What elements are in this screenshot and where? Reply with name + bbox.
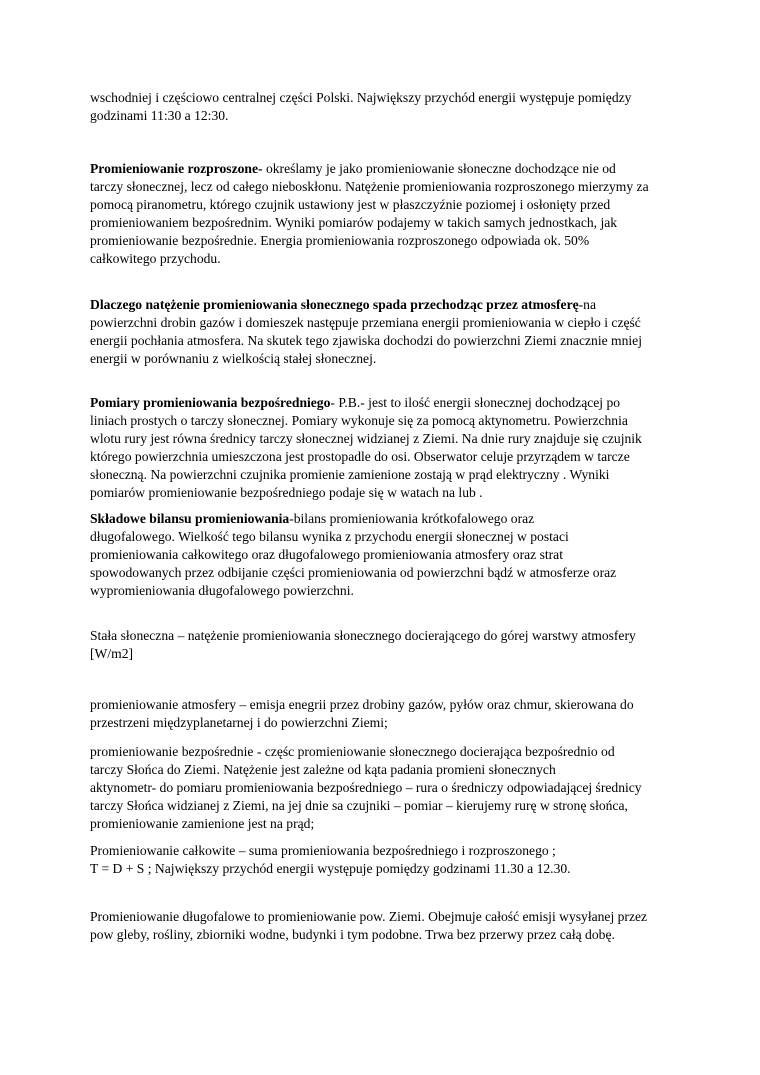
- text-line: promieniowanie bezpośrednie - częśc promieniowanie słonecznego docierająca bezpośrednio od: [90, 744, 615, 759]
- text-line: pomocą piranometru, którego czujnik ustawiony jest w płaszczyźnie poziomej i osłonięty przed: [90, 197, 611, 212]
- text-line: tarczy Słońca widzianej z Ziemi, na jej dnie sa czujniki – pomiar – kierujemy rurę w stronę słońca,: [90, 798, 628, 813]
- text-line: promieniowaniem bezpośrednim. Wyniki pomiarów podajemy w takich samych jednostkach, jak: [90, 215, 618, 230]
- text-line: Stała słoneczna – natężenie promieniowania słonecznego docierającego do górej warstwy atmosfery: [90, 628, 636, 643]
- text-line: wlotu rury jest równa średnicy tarczy słonecznej widzianej z Ziemi. Na dnie rury znajduje się czujnik: [90, 431, 642, 446]
- heading-continuation: -na: [578, 297, 596, 312]
- paragraph-longwave-radiation: [90, 908, 680, 944]
- text-line: [90, 296, 680, 314]
- heading-continuation: - P.B.- jest to ilość energii słonecznej dochodzącej po: [330, 395, 621, 410]
- text-line: pow gleby, rośliny, zbiorniki wodne, budynki i tym podobne. Trwa bez przerwy przez całą dobę.: [90, 927, 615, 942]
- text-line: całkowitego przychodu.: [90, 251, 221, 266]
- text-line: promieniowania całkowitego oraz długofalowego promieniowania atmosfery oraz strat: [90, 547, 563, 562]
- text-line: Promieniowanie długofalowe to promieniowanie pow. Ziemi. Obejmuje całość emisji wysyłanej przez: [90, 909, 648, 924]
- paragraph-balance-components: [90, 510, 680, 600]
- text-line: energii pochłania atmosfera. Na skutek tego zjawiska dochodzi do powierzchni Ziemi znacznie mniej: [90, 333, 642, 348]
- text-line: [90, 394, 680, 412]
- paragraph-why-intensity-drops: [90, 296, 680, 368]
- text-line: wschodniej i częściowo centralnej części Polski. Największy przychód energii występuje pomiędzy: [90, 90, 632, 105]
- text-line: spowodowanych przez odbijanie części promieniowania od powierzchni bądź w atmosferze oraz: [90, 565, 617, 580]
- paragraph-direct-radiation: [90, 743, 680, 833]
- paragraph-solar-constant: [90, 627, 680, 663]
- text-line: pomiarów promieniowanie bezpośredniego podaje się w watach na lub .: [90, 485, 483, 500]
- text-line: Promieniowanie całkowite – suma promieniowania bezpośredniego i rozproszonego ;: [90, 843, 556, 858]
- heading-continuation: -bilans promieniowania krótkofalowego oraz: [289, 511, 535, 526]
- text-line: powierzchni drobin gazów i domieszek następuje przemiana energii promieniowania w ciepło i część: [90, 315, 641, 330]
- text-line: [90, 510, 680, 528]
- paragraph-heading: Promieniowanie rozproszone-: [90, 161, 263, 176]
- text-line: liniach prostych o tarczy słonecznej. Pomiary wykonuje się za pomocą aktynometru. Powierzchnia: [90, 413, 628, 428]
- text-line: słoneczną. Na powierzchni czujnika promienie zamienione zostają w prąd elektryczny . Wyniki: [90, 467, 610, 482]
- paragraph-diffuse-radiation: [90, 160, 680, 268]
- paragraph-atmosphere-radiation: [90, 696, 680, 732]
- text-line: promieniowanie bezpośrednie. Energia promieniowania rozproszonego odpowiada ok. 50%: [90, 233, 590, 248]
- paragraph-heading: Składowe bilansu promieniowania: [90, 511, 290, 526]
- text-line: energii w porównaniu z wielkością stałej słonecznej.: [90, 351, 377, 366]
- text-line: T = D + S ; Największy przychód energii występuje pomiędzy godzinami 11.30 a 12.30.: [90, 861, 571, 876]
- heading-continuation: określamy je jako promieniowanie słoneczne dochodzące nie od: [262, 161, 616, 176]
- paragraph-heading: Pomiary promieniowania bezpośredniego: [90, 395, 331, 410]
- text-line: tarczy Słońca do Ziemi. Natężenie jest zależne od kąta padania promieni słonecznych: [90, 762, 556, 777]
- paragraph-heading: Dlaczego natężenie promieniowania słonecznego spada przechodząc przez atmosferę: [90, 297, 579, 312]
- text-line: długofalowego. Wielkość tego bilansu wynika z przychodu energii słonecznej w postaci: [90, 529, 569, 544]
- text-line: którego powierzchnia umieszczona jest prostopadle do osi. Obserwator celuje przyrządem w tarcze: [90, 449, 630, 464]
- paragraph-intro: [90, 89, 680, 125]
- text-line: aktynometr- do pomiaru promieniowania bezpośredniego – rura o średniczy odpowiadającej średnicy: [90, 780, 642, 795]
- text-line: promieniowanie zamienione jest na prąd;: [90, 816, 315, 831]
- text-line: tarczy słonecznej, lecz od całego nieboskłonu. Natężenie promieniowania rozproszonego mierzymy za: [90, 179, 649, 194]
- text-line: wypromieniowania długofalowego powierzchni.: [90, 583, 354, 598]
- paragraph-direct-measurement: [90, 394, 680, 502]
- text-line: [90, 160, 680, 178]
- text-line: [W/m2]: [90, 646, 134, 661]
- text-line: promieniowanie atmosfery – emisja enegrii przez drobiny gazów, pyłów oraz chmur, skierowana do: [90, 697, 634, 712]
- text-line: przestrzeni międzyplanetarnej i do powierzchni Ziemi;: [90, 715, 388, 730]
- paragraph-total-radiation: [90, 842, 680, 878]
- text-line: godzinami 11:30 a 12:30.: [90, 108, 229, 123]
